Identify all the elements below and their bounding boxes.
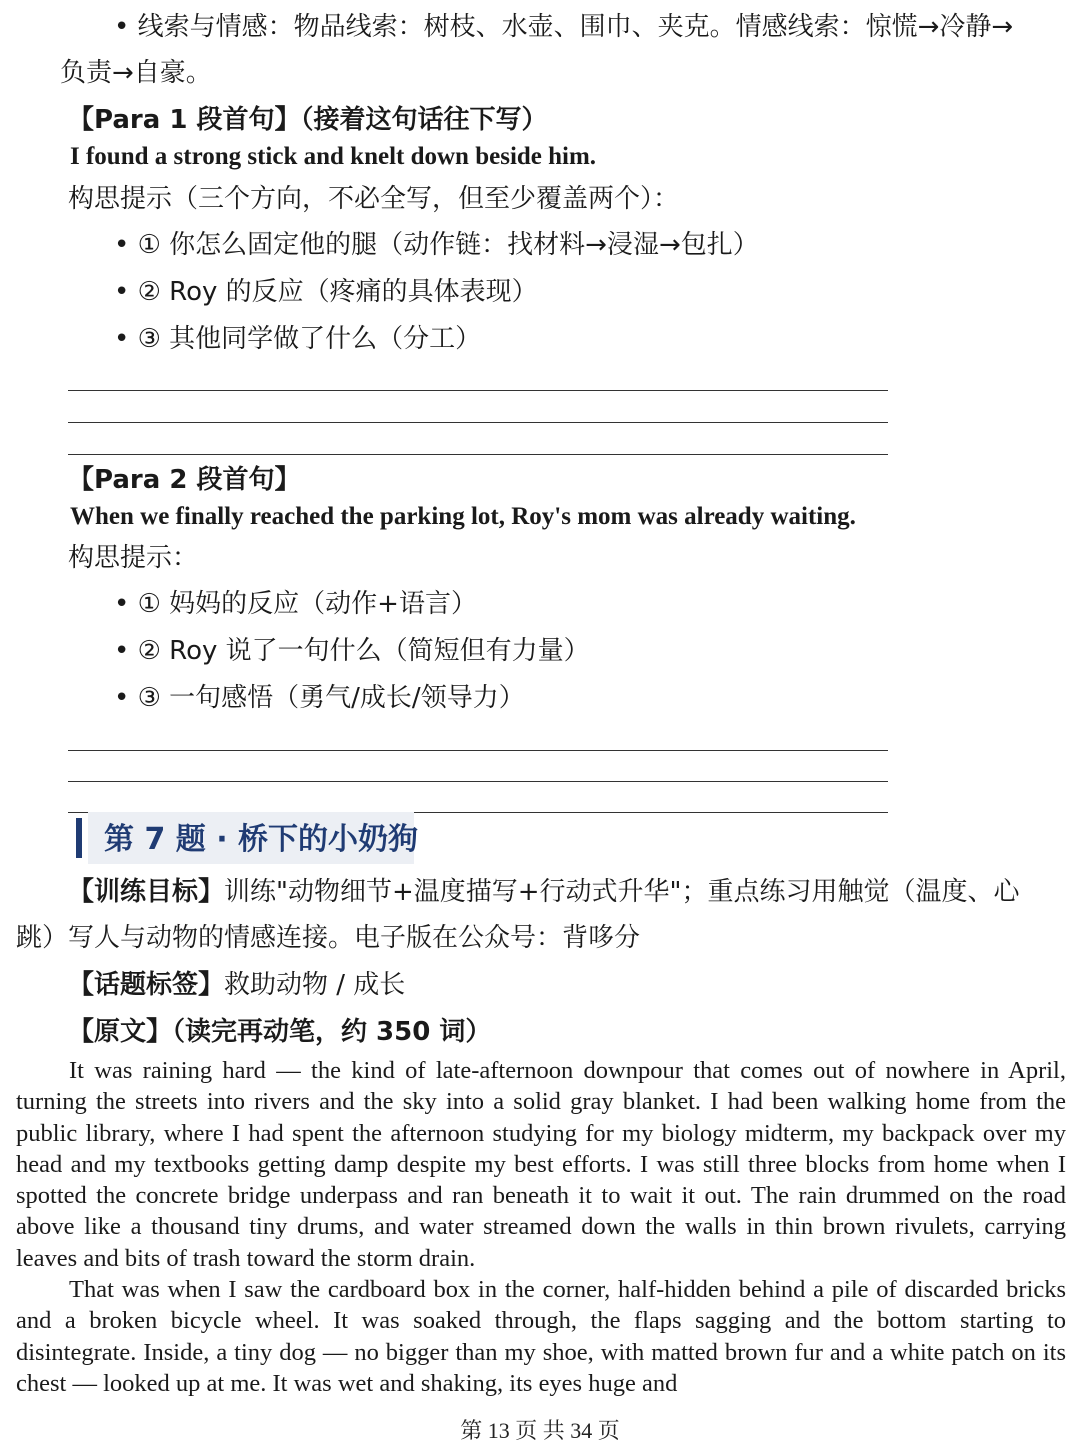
para1-writing-line-2[interactable]: [68, 422, 888, 423]
clue-line-1: • 线索与情感：物品线索：树枝、水壶、围巾、夹克。情感线索：惊慌→冷静→: [114, 12, 1014, 42]
para1-heading: 【Para 1 段首句】（接着这句话往下写）: [68, 105, 548, 135]
source-text-label: 【原文】（读完再动笔，约 350 词）: [68, 1017, 492, 1047]
para1-hint-1: • ① 你怎么固定他的腿（动作链：找材料→浸湿→包扎）: [114, 230, 759, 260]
clue-line-2: 负责→自豪。: [60, 58, 212, 88]
para2-heading: 【Para 2 段首句】: [68, 465, 301, 495]
story-paragraph-1: It was raining hard — the kind of late-afternoon downpour that comes out of nowhere in April, turning the streets into rivers and the sky into a solid gray blanket. I had been walking home from the public library, where I had spent the afternoon studying for my biology midterm, my backpack over my head and my textbooks getting damp despite my best efforts. I was still three blocks from home when I spotted the concrete bridge underpass and ran beneath it to wait it out. The rain drummed on the road above like a thousand tiny drums, and water streamed down the walls in thin brown rivulets, carrying leaves and bits of trash toward the storm drain.: [16, 1057, 1066, 1272]
para2-writing-line-2[interactable]: [68, 781, 888, 782]
para1-hint-3: • ③ 其他同学做了什么（分工）: [114, 324, 482, 354]
para1-hint-title: 构思提示（三个方向，不必全写，但至少覆盖两个）：: [68, 184, 680, 214]
topic-tag-line: [68, 968, 405, 1002]
para2-hint-2: • ② Roy 说了一句什么（简短但有力量）: [114, 636, 590, 666]
para2-hint-1: • ① 妈妈的反应（动作+语言）: [114, 589, 477, 619]
story-paragraph-2: That was when I saw the cardboard box in the corner, half-hidden behind a pile of discarded bricks and a broken bicycle wheel. It was soaked through, the flaps sagging and the bottom starting to disintegrate. Inside, a tiny dog — no bigger than my shoe, with matted brown fur and a white patch on its chest — looked up at me. It was wet and shaking, its eyes huge and: [16, 1276, 1066, 1397]
story-text: [16, 1055, 1066, 1399]
para2-hint-3: • ③ 一句感悟（勇气/成长/领导力）: [114, 683, 525, 713]
page-number: 第 13 页 共 34 页: [460, 1418, 620, 1443]
training-goal-line-2: 跳）写人与动物的情感连接。电子版在公众号：背哆分: [16, 923, 641, 953]
topic-tag-text: 救助动物 / 成长: [224, 970, 406, 1000]
para2-first-sentence: When we finally reached the parking lot, Roy's mom was already waiting.: [70, 503, 856, 530]
training-goal-text-1: 训练"动物细节+温度描写+行动式升华"；重点练习用触觉（温度、心: [224, 877, 1020, 907]
para1-hint-2: • ② Roy 的反应（疼痛的具体表现）: [114, 277, 538, 307]
para1-writing-line-3[interactable]: [68, 454, 888, 455]
para2-hint-title: 构思提示：: [68, 543, 199, 573]
topic-tag-label: 【话题标签】: [68, 970, 225, 1000]
training-goal-line-1: [68, 875, 1020, 909]
section-accent-bar: [76, 818, 82, 858]
para1-first-sentence: I found a strong stick and knelt down beside him.: [70, 143, 597, 170]
training-goal-label: 【训练目标】: [68, 877, 225, 907]
para2-writing-line-1[interactable]: [68, 750, 888, 751]
para1-writing-line-1[interactable]: [68, 390, 888, 391]
section-title: 第 7 题 · 桥下的小奶狗: [104, 822, 419, 857]
